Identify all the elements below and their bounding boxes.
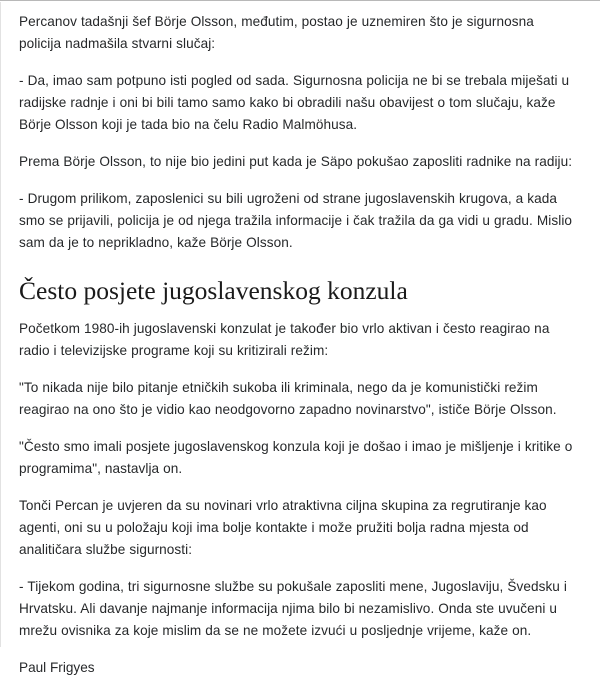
paragraph: - Drugom prilikom, zaposlenici su bili ugroženi od strane jugoslavenskih krugova, a kada smo se prijavili, policija je od njega tražila informacije i čak tražila da ga vidi u gradu. Mislio sam da je to neprikladno, kaže Börje Olsson. (19, 191, 573, 250)
article-body (0, 2, 600, 675)
paragraph: Tonči Percan je uvjeren da su novinari vrlo atraktivna ciljna skupina za regrutiranje kao agenti, oni su u položaju koji ima bolje kontakte i može pružiti bolja radna mjesta od analitičara službe sigurnosti: (19, 498, 547, 557)
paragraph-group-intro (19, 11, 575, 254)
section-heading: Često posjete jugoslavenskog konzula (19, 276, 408, 305)
paragraph: Početkom 1980-ih jugoslavenski konzulat je također bio vrlo aktivan i često reagirao na radio i televizijske programe koji su kritizirali režim: (19, 321, 550, 358)
paragraph: Percanov tadašnji šef Börje Olsson, međutim, postao je uznemiren što je sigurnosna policija nadmašila stvarni slučaj: (19, 14, 534, 51)
paragraph: - Tijekom godina, tri sigurnosne službe su pokušale zaposliti mene, Jugoslaviju, Švedsku i Hrvatsku. Ali davanje najmanje informacija njima bilo bi nezamislivo. Onda ste uvučeni u mrežu ovisnika za koje mislim da se ne možete izvući u posljednje vrijeme, kaže on. (19, 579, 568, 638)
article-byline: Paul Frigyes (19, 660, 95, 675)
paragraph-group-body (19, 318, 575, 642)
paragraph: - Da, imao sam potpuno isti pogled od sada. Sigurnosna policija ne bi se trebala miješati u radijske radnje i oni bi bili tamo samo kako bi obradili našu obavijest o tom slučaju, kaže Börje Olsson koji je tada bio na čelu Radio Malmöhusa. (19, 73, 570, 132)
paragraph: "To nikada nije bilo pitanje etničkih sukoba ili kriminala, nego da je komunistički režim reagirao na ono što je vidio kao neodgovorno zapadno novinarstvo", ističe Börje Olsson. (19, 380, 557, 417)
paragraph: Prema Börje Olsson, to nije bio jedini put kada je Säpo pokušao zaposliti radnike na radiju: (19, 154, 573, 169)
paragraph: "Često smo imali posjete jugoslavenskog konzula koji je došao i imao je mišljenje i kritike o programima", nastavlja on. (19, 439, 573, 476)
